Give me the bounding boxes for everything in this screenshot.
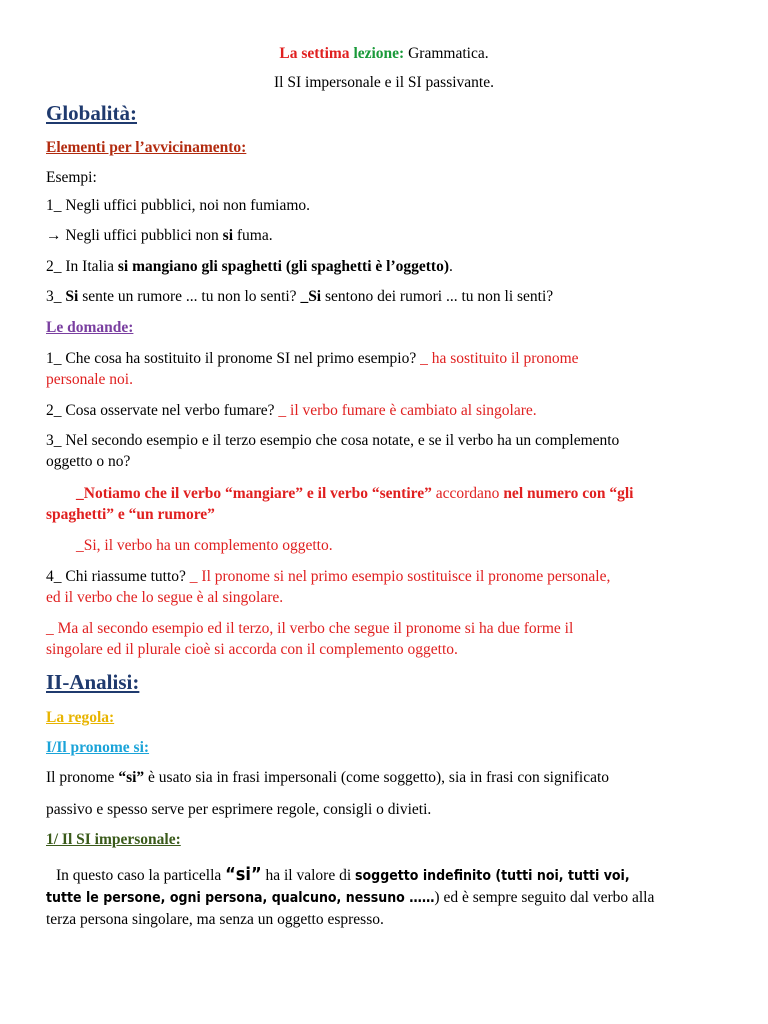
text-run: si mangiano gli spaghetti (gli spaghetti è l’oggetto) bbox=[117, 258, 449, 275]
text-run: Si bbox=[65, 288, 79, 305]
subsection-regola: La regola: bbox=[46, 709, 115, 726]
question-4 bbox=[46, 566, 610, 588]
text-run: _ il verbo fumare è cambiato al singolare. bbox=[278, 402, 537, 419]
text-run: ) ed è sempre seguito dal verbo alla bbox=[434, 889, 655, 906]
lesson-subtitle: Il SI impersonale e il SI passivante. bbox=[274, 74, 494, 91]
question-3: 3_ Nel secondo esempio e il terzo esempio che cosa notate, e se il verbo ha un complemento bbox=[46, 432, 620, 449]
text-run: soggetto indefinito (tutti noi, tutti voi, bbox=[355, 868, 630, 884]
text-run: sente un rumore ... tu non lo senti? bbox=[78, 288, 301, 305]
title-part-3: Grammatica. bbox=[408, 45, 489, 62]
text-run: “si” bbox=[118, 769, 145, 786]
question-1-answer-cont: personale noi. bbox=[46, 371, 133, 388]
text-run: ha il valore di bbox=[261, 867, 356, 884]
text-run: _ Il pronome si nel primo esempio sostituisce il pronome personale, bbox=[189, 568, 611, 585]
text-run: “si” bbox=[225, 864, 262, 885]
text-run: 2_ In Italia bbox=[46, 258, 118, 275]
text-run: 1_ Che cosa ha sostituito il pronome SI nel primo esempio? bbox=[46, 350, 421, 367]
section-analisi-heading: II-Analisi: bbox=[46, 670, 140, 694]
subsection-avvicinamento: Elementi per l’avvicinamento: bbox=[46, 139, 247, 156]
paragraph-pronome-1 bbox=[46, 767, 609, 789]
text-run: . bbox=[448, 258, 453, 275]
text-run: In questo caso la particella bbox=[56, 867, 226, 884]
question-1 bbox=[46, 348, 579, 370]
example-1: 1_ Negli uffici pubblici, noi non fumiamo. bbox=[46, 197, 311, 214]
text-run: 4_ Chi riassume tutto? bbox=[46, 568, 190, 585]
subsection-si-impersonale: 1/ Il SI impersonale: bbox=[46, 831, 181, 848]
example-1-transformed bbox=[46, 225, 273, 247]
answer-4-cont: ed il verbo che lo segue è al singolare. bbox=[46, 589, 284, 606]
section-globalita-heading: Globalità: bbox=[46, 101, 138, 125]
subsection-domande: Le domande: bbox=[46, 319, 134, 336]
text-run: Il pronome bbox=[46, 769, 119, 786]
title-part-1: La settima bbox=[279, 45, 350, 62]
answer-3-line-1 bbox=[76, 483, 634, 505]
text-run: _Si bbox=[300, 288, 322, 305]
text-run: _ ha sostituito il pronome bbox=[420, 350, 579, 367]
text-run: sentono dei rumori ... tu non li senti? bbox=[321, 288, 554, 305]
answer-3-line-3: _Si, il verbo ha un complemento oggetto. bbox=[76, 537, 333, 554]
text-run: 2_ Cosa osservate nel verbo fumare? bbox=[46, 402, 279, 419]
text-run: nel numero con “gli bbox=[503, 485, 634, 502]
answer-4b: _ Ma al secondo esempio ed il terzo, il verbo che segue il pronome si ha due forme il bbox=[46, 620, 574, 637]
text-run: → Negli uffici pubblici non bbox=[46, 227, 223, 244]
answer-4b-cont: singolare ed il plurale cioè si accorda con il complemento oggetto. bbox=[46, 641, 458, 658]
example-2 bbox=[46, 256, 453, 278]
question-3-cont: oggetto o no? bbox=[46, 453, 131, 470]
answer-3-line-2: spaghetti” e “un rumore” bbox=[46, 506, 215, 523]
lesson-title bbox=[0, 43, 768, 65]
text-run: accordano bbox=[431, 485, 504, 502]
paragraph-impersonale-1 bbox=[56, 864, 630, 887]
text-run: 3_ bbox=[46, 288, 66, 305]
title-part-2: lezione: bbox=[353, 45, 405, 62]
paragraph-impersonale-2 bbox=[46, 887, 654, 909]
text-run: tutte le persone, ogni persona, qualcuno, nessuno …… bbox=[46, 890, 435, 906]
subsection-pronome-si: I/Il pronome si: bbox=[46, 739, 150, 756]
question-2 bbox=[46, 400, 537, 422]
text-run: fuma. bbox=[233, 227, 273, 244]
esempi-label: Esempi: bbox=[46, 169, 97, 186]
paragraph-pronome-2: passivo e spesso serve per esprimere regole, consigli o divieti. bbox=[46, 801, 432, 818]
paragraph-impersonale-3: terza persona singolare, ma senza un oggetto espresso. bbox=[46, 911, 384, 928]
text-run: è usato sia in frasi impersonali (come soggetto), sia in frasi con significato bbox=[144, 769, 610, 786]
example-3 bbox=[46, 286, 553, 308]
text-run: _Notiamo che il verbo “mangiare” e il verbo “sentire” bbox=[76, 485, 432, 502]
text-run: si bbox=[222, 227, 233, 244]
